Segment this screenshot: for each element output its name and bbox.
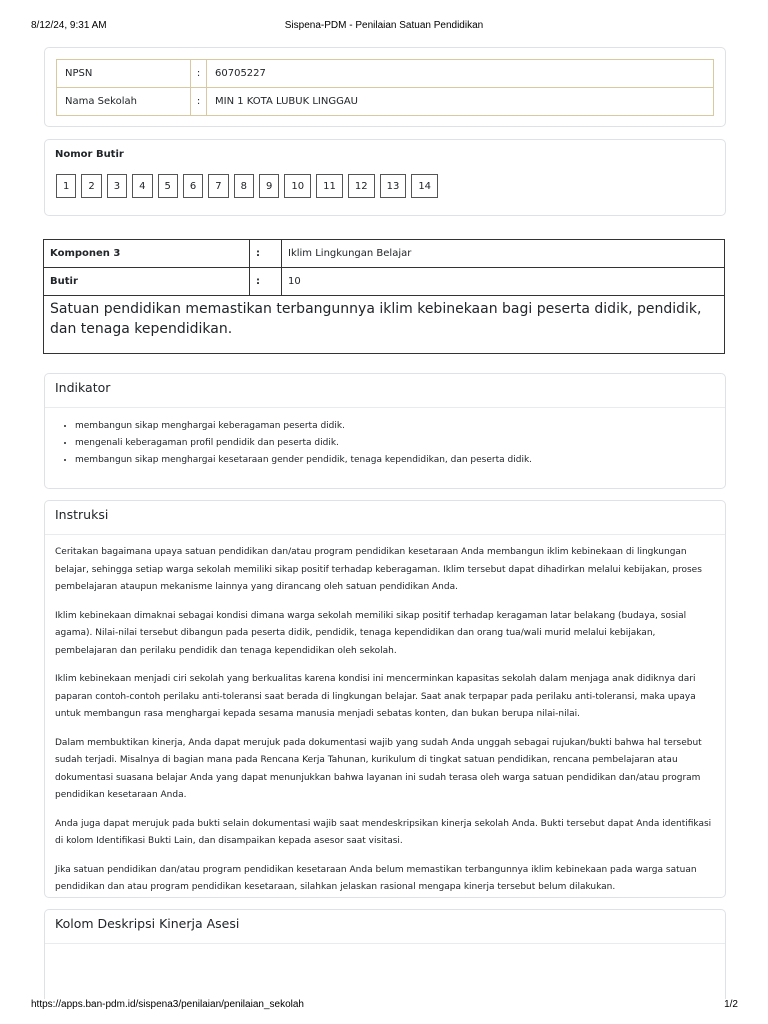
school-name-label: Nama Sekolah bbox=[57, 88, 191, 116]
komponen-sep: : bbox=[250, 240, 282, 268]
komponen-table bbox=[43, 239, 725, 354]
indikator-item: • membangun sikap menghargai keberagaman peserta didik. bbox=[75, 418, 725, 435]
instruksi-paragraph: Jika satuan pendidikan dan/atau program pendidikan kesetaraan Anda belum memastikan terbangunnya iklim kebinekaan pada warga satuan pendidikan dan atau program pendidikan kesetaraan, silahkan jelaskan rasional mengapa kinerja tersebut belum dilakukan. bbox=[55, 864, 697, 892]
instruksi-paragraph: Anda juga dapat merujuk pada bukti selain dokumentasi wajib saat mendeskripsikan kinerja sekolah Anda. Bukti tersebut dapat Anda identifikasi di kolom Identifikasi Bukti Lain, dan disampaikan kepada asesor saat visitasi. bbox=[55, 818, 712, 846]
butir-sep: : bbox=[250, 268, 282, 296]
statement-row bbox=[44, 296, 725, 354]
print-url: https://apps.ban-pdm.id/sispena3/penilaian/penilaian_sekolah bbox=[31, 999, 304, 1010]
school-info-table bbox=[56, 59, 714, 116]
print-datetime: 8/12/24, 9:31 AM bbox=[31, 20, 107, 31]
butir-button-5[interactable]: 5 bbox=[158, 174, 178, 198]
butir-button-9[interactable]: 9 bbox=[259, 174, 279, 198]
print-header bbox=[0, 0, 768, 44]
instruksi-title: Instruksi bbox=[45, 501, 725, 535]
butir-value: 10 bbox=[282, 268, 725, 296]
instruksi-paragraph: Ceritakan bagaimana upaya satuan pendidikan dan/atau program pendidikan kesetaraan Anda membangun iklim kebinekaan di lingkungan belajar, sehingga setiap warga sekolah memiliki sikap positif terhadap keberagaman. Iklim tersebut dapat dihadirkan melalui kebijakan, proses pembelajaran ataupun mekanisme lainnya yang dirancang oleh satuan pendidikan Anda. bbox=[55, 547, 702, 592]
print-title: Sispena-PDM - Penilaian Satuan Pendidikan bbox=[284, 20, 484, 31]
school-info-card bbox=[44, 47, 726, 127]
butir-button-13[interactable]: 13 bbox=[380, 174, 407, 198]
butir-button-4[interactable]: 4 bbox=[132, 174, 152, 198]
indikator-card bbox=[44, 373, 726, 489]
komponen-value: Iklim Lingkungan Belajar bbox=[282, 240, 725, 268]
nomor-butir-list bbox=[56, 174, 725, 198]
butir-button-10[interactable]: 10 bbox=[284, 174, 311, 198]
butir-row bbox=[44, 268, 725, 296]
npsn-label: NPSN bbox=[57, 60, 191, 88]
school-name-sep: : bbox=[191, 88, 207, 116]
butir-button-6[interactable]: 6 bbox=[183, 174, 203, 198]
butir-button-8[interactable]: 8 bbox=[234, 174, 254, 198]
npsn-sep: : bbox=[191, 60, 207, 88]
indikator-item: • membangun sikap menghargai kesetaraan gender pendidik, tenaga kependidikan, dan peserta didik. bbox=[75, 452, 725, 469]
nomor-butir-card bbox=[44, 139, 726, 216]
butir-label: Butir bbox=[44, 268, 250, 296]
indikator-item: • mengenali keberagaman profil pendidik dan peserta didik. bbox=[75, 435, 725, 452]
print-page-number: 1/2 bbox=[724, 999, 738, 1010]
komponen-row bbox=[44, 240, 725, 268]
school-name-value: MIN 1 KOTA LUBUK LINGGAU bbox=[207, 88, 714, 116]
kolom-deskripsi-card bbox=[44, 909, 726, 999]
instruksi-card bbox=[44, 500, 726, 898]
indikator-list bbox=[45, 418, 725, 469]
butir-button-12[interactable]: 12 bbox=[348, 174, 375, 198]
butir-button-1[interactable]: 1 bbox=[56, 174, 76, 198]
instruksi-paragraph: Dalam membuktikan kinerja, Anda dapat merujuk pada dokumentasi wajib yang sudah Anda unggah sebagai rujukan/bukti bahwa hal tersebut sudah terjadi. Misalnya di bagian mana pada Rencana Kerja Tahunan, kurikulum di tingkat satuan pendidikan, rencana pembelajaran atau dokumentasi suasana belajar Anda yang dapat menunjukkan bahwa layanan ini sudah terasa oleh warga satuan pendidikan dan/atau program pendidikan kesetaraan Anda. bbox=[55, 737, 702, 800]
butir-button-14[interactable]: 14 bbox=[411, 174, 438, 198]
indikator-title: Indikator bbox=[45, 374, 725, 408]
komponen-label: Komponen 3 bbox=[44, 240, 250, 268]
butir-button-11[interactable]: 11 bbox=[316, 174, 343, 198]
butir-button-7[interactable]: 7 bbox=[208, 174, 228, 198]
nomor-butir-title: Nomor Butir bbox=[55, 149, 124, 160]
kolom-deskripsi-title: Kolom Deskripsi Kinerja Asesi bbox=[45, 910, 725, 944]
school-name-row bbox=[57, 88, 714, 116]
butir-statement: Satuan pendidikan memastikan terbangunnya iklim kebinekaan bagi peserta didik, pendidik, dan tenaga kependidikan. bbox=[44, 296, 725, 354]
instruksi-paragraph: Iklim kebinekaan menjadi ciri sekolah yang berkualitas karena kondisi ini mencerminkan kapasitas sekolah dalam menjaga anak didiknya dari paparan contoh-contoh perilaku anti-toleransi saat berada di lingkungan belajar. Saat anak terpapar pada perilaku anti-toleransi, maka upaya untuk membangun rasa menghargai kepada sesama manusia menjadi sebatas konten, dan bukan berupa nilai-nilai. bbox=[55, 674, 696, 719]
instruksi-paragraph: Iklim kebinekaan dimaknai sebagai kondisi dimana warga sekolah memiliki sikap positif terhadap keragaman latar belakang (budaya, sosial agama). Nilai-nilai tersebut dibangun pada peserta didik, pendidik, tenaga kependidikan dan orang tua/wali murid melalui kebijakan, pembelajaran dan perilaku pendidik dan tenaga kependidikan oleh sekolah. bbox=[55, 610, 687, 656]
kolom-deskripsi-input-area[interactable] bbox=[45, 944, 725, 994]
npsn-value: 60705227 bbox=[207, 60, 714, 88]
npsn-row bbox=[57, 60, 714, 88]
instruksi-body bbox=[45, 535, 725, 897]
print-footer bbox=[0, 994, 768, 1024]
butir-button-3[interactable]: 3 bbox=[107, 174, 127, 198]
butir-button-2[interactable]: 2 bbox=[81, 174, 101, 198]
